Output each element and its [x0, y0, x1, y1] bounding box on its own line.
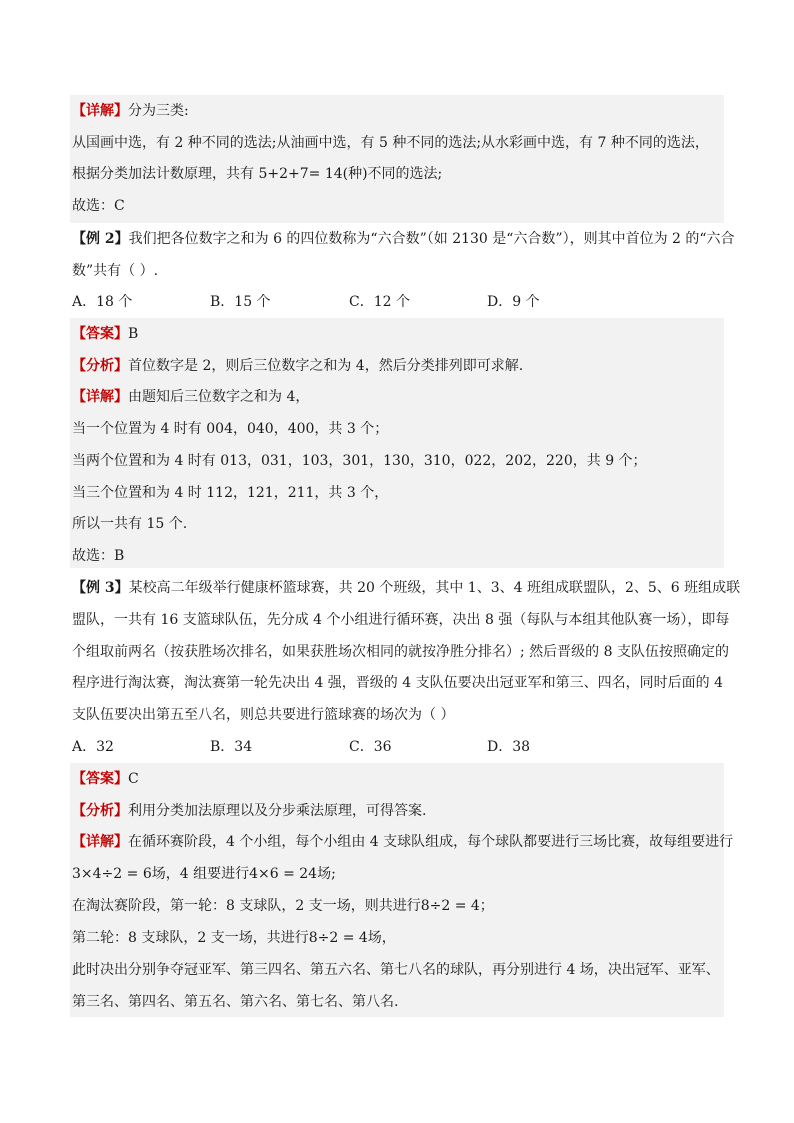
analysis-line: 【分析】首位数字是 2，则后三位数字之和为 4，然后分类排列即可求解.: [72, 358, 524, 374]
detail-line: 当三个位置和为 4 时 112，121，211，共 3 个，: [72, 485, 389, 501]
option-c: C．36: [349, 739, 392, 755]
detail-tag: 【详解】: [72, 103, 128, 119]
option-d: D．9 个: [487, 294, 540, 310]
analysis-tag: 【分析】: [72, 358, 128, 374]
option-a: A．18 个: [72, 294, 133, 310]
detail-line: 当一个位置为 4 时有 004，040，400，共 3 个；: [72, 421, 389, 437]
example-tag: 【例 2】: [72, 231, 129, 247]
example-3-question-cont: 支队伍要决出第五至八名，则总共要进行篮球赛的场次为（ ）: [72, 707, 455, 723]
detail-line: 当两个位置和为 4 时有 013，031，103，301，130，310，022，202，220，共 9 个；: [72, 453, 647, 469]
example-3-question-cont: 程序进行淘汰赛，淘汰赛第一轮先决出 4 强，晋级的 4 支队伍要决出冠亚军和第三、四名，同时后面的 4: [72, 675, 723, 691]
example-3-question-cont: 盟队，一共有 16 支篮球队伍，先分成 4 个小组进行循环赛，决出 8 强（每队与本组其他队赛一场），即每: [72, 612, 730, 628]
answer-tag: 【答案】: [72, 326, 128, 342]
detail-line: 第二轮：8 支球队，2 支一场，共进行8÷2 = 4场，: [72, 930, 396, 946]
detail-tag: 【详解】: [72, 389, 128, 405]
detail-line: 从国画中选，有 2 种不同的选法;从油画中选，有 5 种不同的选法;从水彩画中选，有 7 种不同的选法，: [72, 135, 709, 151]
detail-line: 第三名、第四名、第五名、第六名、第七名、第八名.: [72, 994, 399, 1010]
example-3-question-cont: 个组取前两名（按获胜场次排名，如果获胜场次相同的就按净胜分排名）; 然后晋级的 8 支队伍按照确定的: [72, 644, 729, 660]
example-2-question: 【例 2】我们把各位数字之和为 6 的四位数称为“六合数”（如 2130 是“六合数”），则其中首位为 2 的“六合: [72, 231, 735, 247]
option-a: A．32: [72, 739, 114, 755]
answer-line: 【答案】B: [72, 326, 139, 342]
example-tag: 【例 3】: [72, 580, 129, 596]
detail-line: 所以一共有 15 个.: [72, 516, 188, 532]
detail-line: 【详解】分为三类:: [72, 103, 189, 119]
detail-line: 【详解】由题知后三位数字之和为 4，: [72, 389, 310, 405]
detail-tag: 【详解】: [72, 834, 128, 850]
answer-line: 【答案】C: [72, 771, 139, 787]
option-b: B．15 个: [210, 294, 271, 310]
answer-tag: 【答案】: [72, 771, 128, 787]
detail-line: 【详解】在循环赛阶段，4 个小组，每个小组由 4 支球队组成，每个球队都要进行三场比赛，故每组要进行: [72, 834, 734, 850]
analysis-tag: 【分析】: [72, 803, 128, 819]
detail-line: 根据分类加法计数原理，共有 5+2+7= 14(种)不同的选法;: [72, 166, 443, 182]
option-d: D．38: [487, 739, 531, 755]
answer-choice: 故选：C: [72, 198, 125, 214]
example-3-question: 【例 3】某校高二年级举行健康杯篮球赛，共 20 个班级，其中 1、3、4 班组成联盟队，2、5、6 班组成联: [72, 580, 741, 596]
detail-line: 3×4÷2 = 6场，4 组要进行4×6 = 24场;: [72, 866, 336, 882]
detail-line: 此时决出分别争夺冠亚军、第三四名、第五六名、第七八名的球队，再分别进行 4 场，决出冠军、亚军、: [72, 962, 720, 978]
analysis-line: 【分析】利用分类加法原理以及分步乘法原理，可得答案.: [72, 803, 427, 819]
option-b: B．34: [210, 739, 253, 755]
example-2-question-cont: 数”共有（ ）.: [72, 263, 159, 279]
detail-line: 在淘汰赛阶段，第一轮：8 支球队，2 支一场，则共进行8÷2 = 4；: [72, 898, 494, 914]
option-c: C．12 个: [349, 294, 410, 310]
answer-choice: 故选：B: [72, 548, 125, 564]
